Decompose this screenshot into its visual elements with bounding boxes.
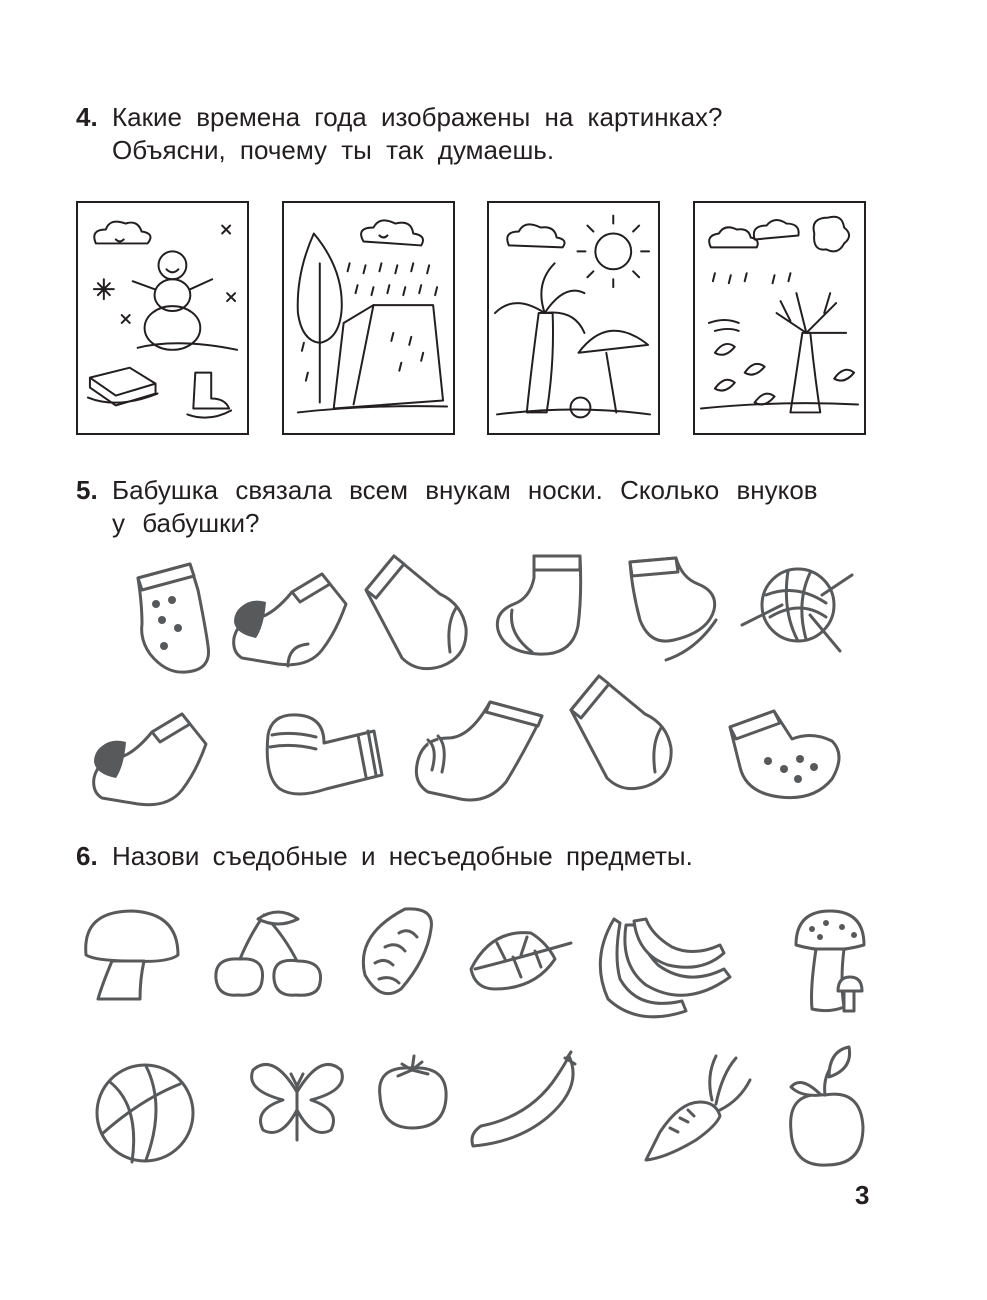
task-text: Назови съедобные и несъедобные предметы. bbox=[112, 841, 693, 871]
tomato-icon bbox=[372, 1050, 452, 1135]
sock-striped-heel-icon bbox=[360, 550, 475, 675]
task-text: у бабушки? bbox=[112, 508, 260, 538]
leaf-icon bbox=[465, 925, 575, 1000]
task-text: Объясни, почему ты так думаешь. bbox=[112, 135, 555, 165]
task-4 bbox=[76, 101, 723, 167]
sock-toe-dark-icon bbox=[228, 570, 353, 670]
task-number: 4. bbox=[76, 102, 98, 132]
sock-stripes-icon bbox=[258, 705, 388, 805]
butterfly-icon bbox=[245, 1062, 350, 1147]
page-number: 3 bbox=[855, 1180, 870, 1210]
toadstool-icon bbox=[790, 905, 870, 1020]
sock-striped-toe-icon bbox=[410, 690, 550, 805]
carrot-icon bbox=[640, 1048, 755, 1163]
sock-dotted-icon bbox=[118, 556, 213, 676]
winter-scene-icon bbox=[76, 201, 249, 435]
bananas-icon bbox=[590, 915, 740, 1025]
sock-short-icon bbox=[490, 550, 590, 660]
yarn-ball-icon bbox=[740, 555, 855, 655]
task-text: Бабушка связала всем внукам носки. Сколько внуков bbox=[112, 475, 818, 505]
cherries-icon bbox=[210, 905, 325, 1000]
sock-short-icon bbox=[620, 552, 720, 667]
sock-toe-dark-icon bbox=[88, 710, 213, 810]
task-number: 6. bbox=[76, 841, 98, 871]
rain-tent-icon bbox=[282, 201, 455, 435]
ball-icon bbox=[90, 1058, 200, 1168]
sock-striped-heel-icon bbox=[565, 670, 680, 795]
summer-beach-icon bbox=[487, 201, 660, 435]
sock-dotted-icon bbox=[720, 705, 845, 805]
task-5 bbox=[76, 474, 818, 540]
task-number: 5. bbox=[76, 475, 98, 505]
mushroom-icon bbox=[78, 905, 183, 1005]
autumn-tree-icon bbox=[693, 201, 866, 435]
pine-cone-icon bbox=[355, 905, 440, 1000]
task-text: Какие времена года изображены на картинках? bbox=[112, 102, 723, 132]
task-6 bbox=[76, 840, 693, 873]
pea-pod-icon bbox=[465, 1050, 585, 1155]
apple-icon bbox=[785, 1045, 870, 1170]
